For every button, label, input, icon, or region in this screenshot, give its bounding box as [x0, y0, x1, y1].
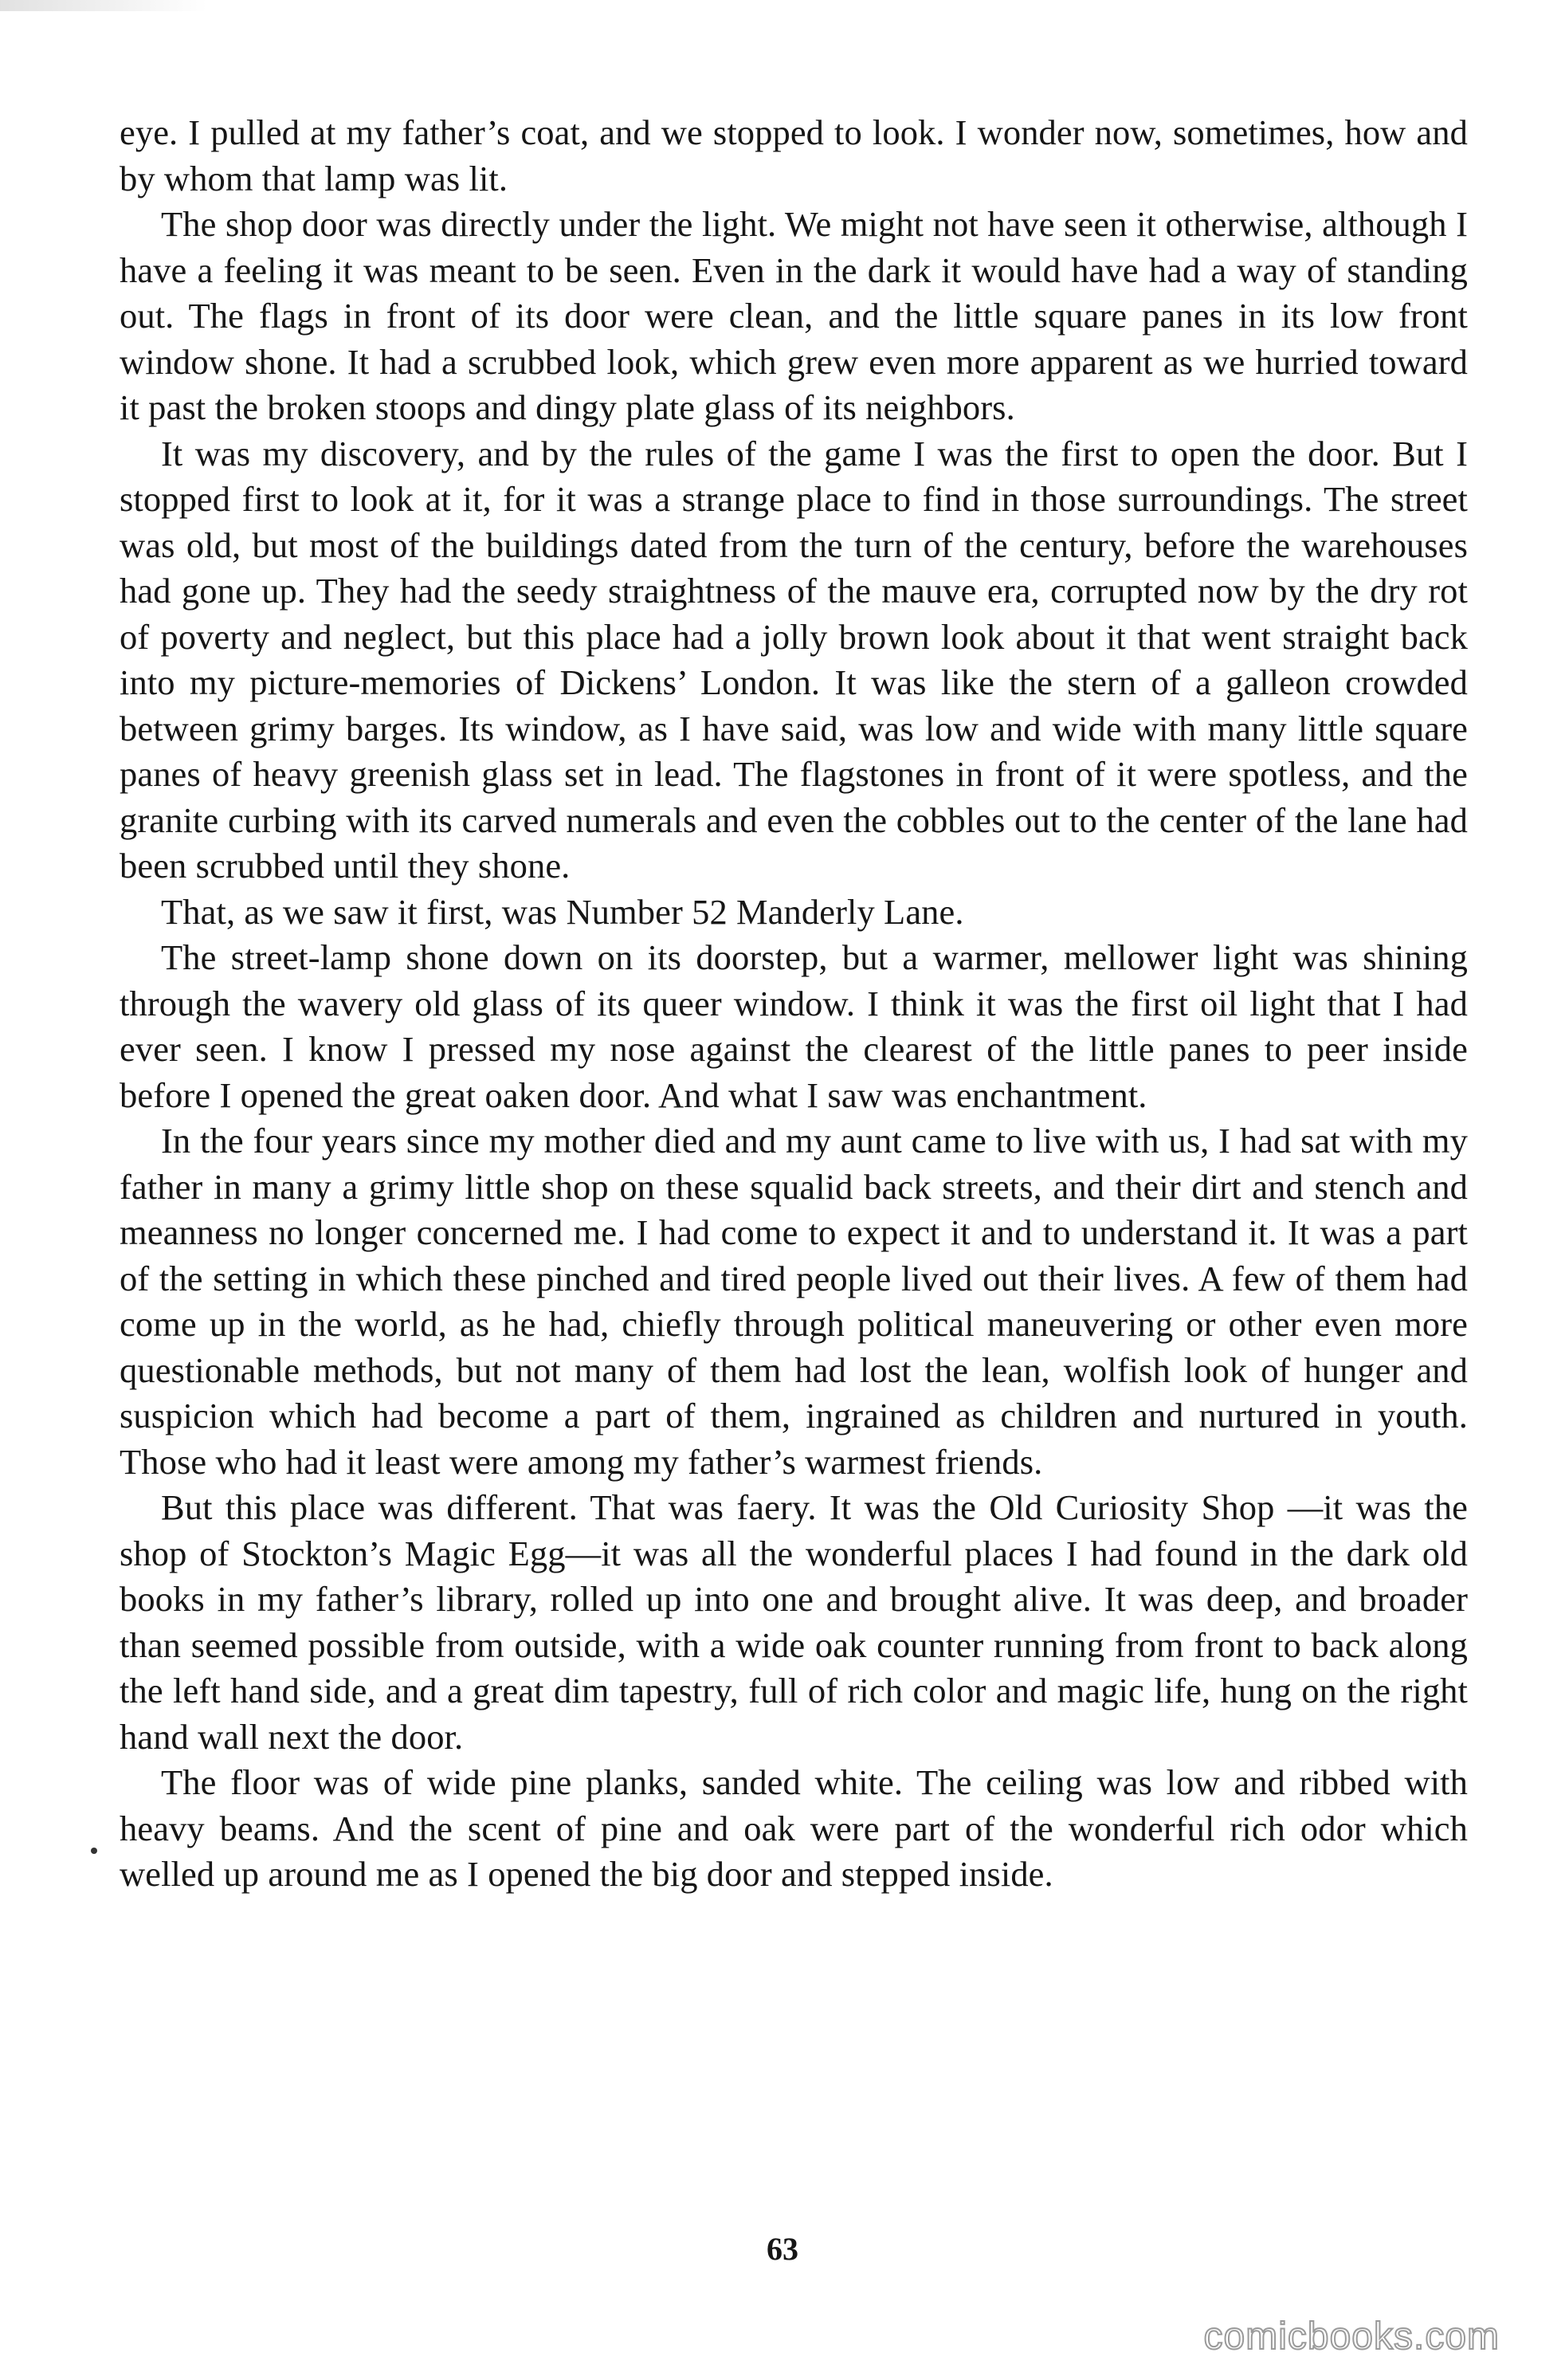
- page-number: 63: [767, 2231, 798, 2267]
- paragraph: The floor was of wide pine planks, sanded white. The ceiling was low and ribbed with heavy beams. And the scent of pine and oak were part of the wonderful rich odor which welled up around me as I opened the big door and stepped inside.: [120, 1762, 1468, 1894]
- margin-speck: [91, 1848, 97, 1854]
- scan-edge-mark: [0, 0, 207, 11]
- paragraph: The shop door was directly under the light. We might not have seen it otherwise, although I have a feeling it was meant to be seen. Even in the dark it would have had a way of standing out. The flags in front of its door were clean, and the little square panes in its low front window shone. It had a scrubbed look, which grew even more apparent as we hurried toward it past the broken stoops and dingy plate glass of its neighbors.: [120, 204, 1468, 427]
- paragraph-continued: eye. I pulled at my father’s coat, and we stopped to look. I wonder now, sometimes, how and by whom that lamp was lit.: [120, 112, 1468, 198]
- paragraph: In the four years since my mother died and my aunt came to live with us, I had sat with my father in many a grimy little shop on these squalid back streets, and their dirt and stench and meanness no longer concerned me. I had come to expect it and to understand it. It was a part of the setting in which these pinched and tired people lived out their lives. A few of them had come up in the world, as he had, chiefly through political maneuvering or other even more questionable methods, but not many of them had lost the lean, wolfish look of hunger and suspicion which had become a part of them, ingrained as children and nurtured in youth. Those who had it least were among my father’s warmest friends.: [120, 1121, 1468, 1482]
- story-text: [120, 110, 1468, 1898]
- page-body: [120, 110, 1468, 1898]
- paragraph: But this place was different. That was faery. It was the Old Curiosity Shop —it was the shop of Stockton’s Magic Egg—it was all the wonderful places I had found in the dark old books in my father’s library, rolled up into one and brought alive. It was deep, and broader than seemed possible from outside, with a wide oak counter running from front to back along the left hand side, and a great dim tapestry, full of rich color and magic life, hung on the right hand wall next the door.: [120, 1487, 1468, 1757]
- source-watermark: comicbooks.com: [1203, 2315, 1500, 2358]
- paragraph: It was my discovery, and by the rules of the game I was the first to open the door. But I stopped first to look at it, for it was a strange place to find in those surroundings. The street was old, but most of the buildings dated from the turn of the century, before the warehouses had gone up. They had the seedy straightness of the mauve era, corrupted now by the dry rot of poverty and neglect, but this place had a jolly brown look about it that went straight back into my picture-memories of Dickens’ London. It was like the stern of a galleon crowded between grimy barges. Its window, as I have said, was low and wide with many little square panes of heavy greenish glass set in lead. The flagstones in front of it were spotless, and the granite curbing with its carved numerals and even the cobbles out to the center of the lane had been scrubbed until they shone.: [120, 433, 1468, 886]
- paragraph: The street-lamp shone down on its doorstep, but a warmer, mellower light was shining through the wavery old glass of its queer window. I think it was the first oil light that I had ever seen. I know I pressed my nose against the clearest of the little panes to peer inside before I opened the great oaken door. And what I saw was enchantment.: [120, 937, 1468, 1115]
- paragraph: That, as we saw it first, was Number 52 Manderly Lane.: [161, 891, 964, 932]
